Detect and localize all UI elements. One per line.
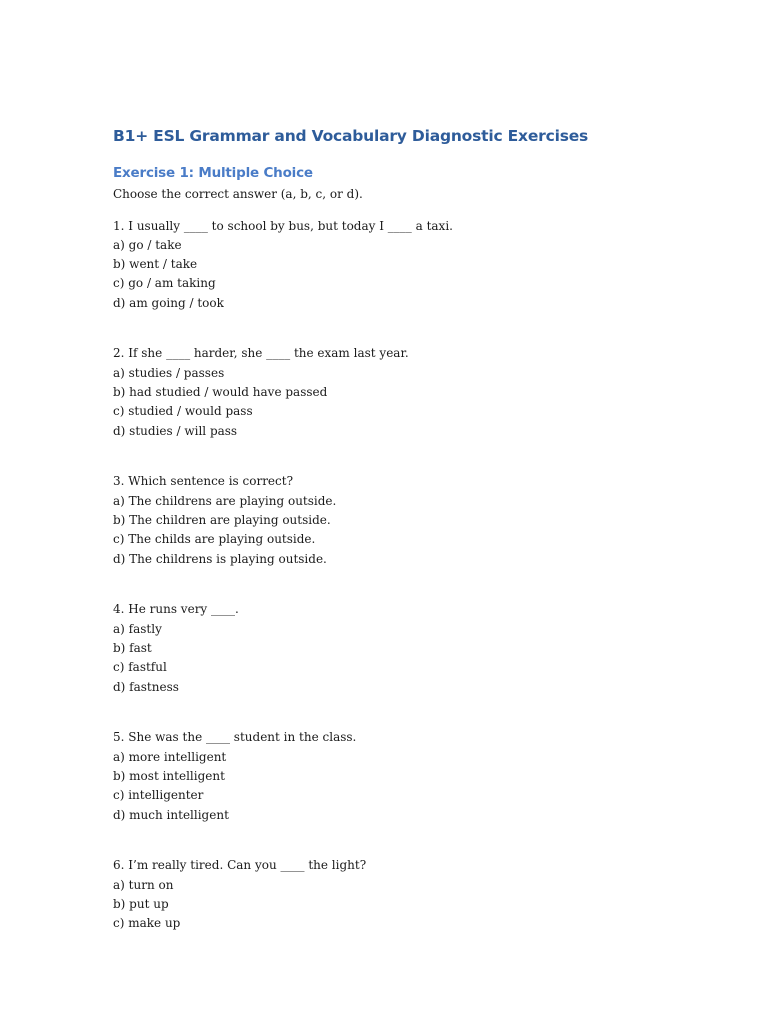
question-5: [113, 728, 713, 824]
answer-option-a: a) fastly: [113, 621, 162, 636]
question-prompt: 2. If she ____ harder, she ____ the exam last year.: [113, 346, 409, 361]
answer-option-d: d) am going / took: [113, 295, 224, 310]
question-prompt: 4. He runs very ____.: [113, 602, 239, 617]
answer-option-c: c) The childs are playing outside.: [113, 532, 316, 547]
answer-option-b: b) went / take: [113, 257, 198, 272]
question-6: [113, 856, 713, 933]
answer-option-c: c) fastful: [113, 660, 167, 675]
question-1: [113, 217, 713, 313]
answer-option-c: c) studied / would pass: [113, 404, 253, 419]
document-title: B1+ ESL Grammar and Vocabulary Diagnostic Exercises: [113, 127, 589, 145]
answer-option-a: a) go / take: [113, 237, 182, 252]
question-prompt: 6. I’m really tired. Can you ____ the light?: [113, 858, 367, 873]
question-prompt: 5. She was the ____ student in the class.: [113, 730, 357, 745]
answer-option-d: d) studies / will pass: [113, 423, 238, 438]
answer-option-b: b) fast: [113, 641, 152, 656]
answer-option-b: b) put up: [113, 897, 169, 912]
answer-option-a: a) The childrens are playing outside.: [113, 493, 337, 508]
answer-option-a: a) more intelligent: [113, 749, 227, 764]
answer-option-c: c) make up: [113, 916, 181, 931]
answer-option-d: d) The childrens is playing outside.: [113, 551, 327, 566]
answer-option-c: c) go / am taking: [113, 276, 216, 291]
question-prompt: 1. I usually ____ to school by bus, but today I ____ a taxi.: [113, 218, 453, 233]
document-page: [113, 124, 713, 934]
answer-option-a: a) turn on: [113, 877, 174, 892]
answer-option-b: b) The children are playing outside.: [113, 513, 331, 528]
answer-option-a: a) studies / passes: [113, 365, 225, 380]
question-prompt: 3. Which sentence is correct?: [113, 474, 294, 489]
answer-option-b: b) had studied / would have passed: [113, 385, 328, 400]
answer-option-b: b) most intelligent: [113, 769, 225, 784]
exercise-instructions: Choose the correct answer (a, b, c, or d).: [113, 187, 363, 201]
question-4: [113, 600, 713, 696]
question-3: [113, 472, 713, 568]
question-2: [113, 344, 713, 440]
answer-option-d: d) fastness: [113, 679, 179, 694]
answer-option-d: d) much intelligent: [113, 807, 229, 822]
answer-option-c: c) intelligenter: [113, 788, 204, 803]
exercise-heading: Exercise 1: Multiple Choice: [113, 165, 313, 181]
